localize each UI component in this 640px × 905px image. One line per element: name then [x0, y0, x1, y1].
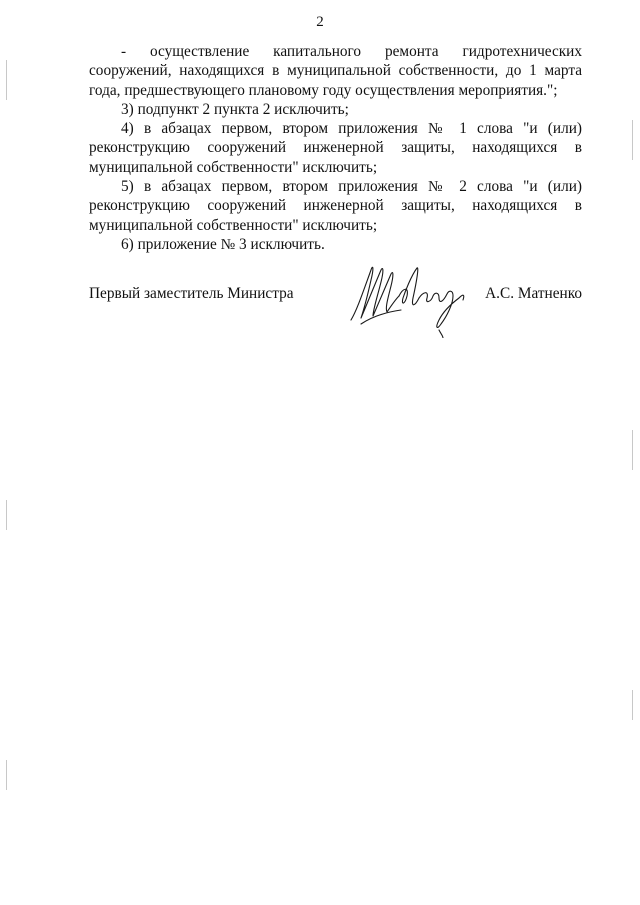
paragraph-capital-repair: - осуществление капитального ремонта гидротехнических сооружений, находящихся в муниципальной собственности, до 1 марта года, предшествующего плановому году осуществления мероприятия."; [89, 43, 582, 99]
signature-block [89, 258, 582, 348]
signer-name: А.С. Матненко [485, 285, 582, 302]
paragraph-item-6: 6) приложение № 3 исключить. [121, 235, 325, 253]
handwritten-signature [343, 258, 473, 338]
scan-edge-mark [6, 60, 7, 100]
paragraph-item-5: 5) в абзацах первом, втором приложения № 2 слова "и (или) реконструкцию сооружений инженерной защиты, находящихся в муниципальной собственности" исключить; [89, 178, 582, 234]
scan-edge-mark [632, 690, 633, 720]
scan-edge-mark [6, 760, 7, 790]
signer-position: Первый заместитель Министра [89, 285, 294, 302]
paragraph-item-3: 3) подпункт 2 пункта 2 исключить; [121, 100, 349, 118]
document-body [89, 42, 582, 254]
scan-edge-mark [632, 430, 633, 470]
page-number: 2 [316, 14, 324, 30]
scan-edge-mark [6, 500, 7, 530]
scan-edge-mark [632, 120, 633, 160]
paragraph-item-4: 4) в абзацах первом, втором приложения № 1 слова "и (или) реконструкцию сооружений инженерной защиты, находящихся в муниципальной собственности" исключить; [89, 120, 582, 176]
